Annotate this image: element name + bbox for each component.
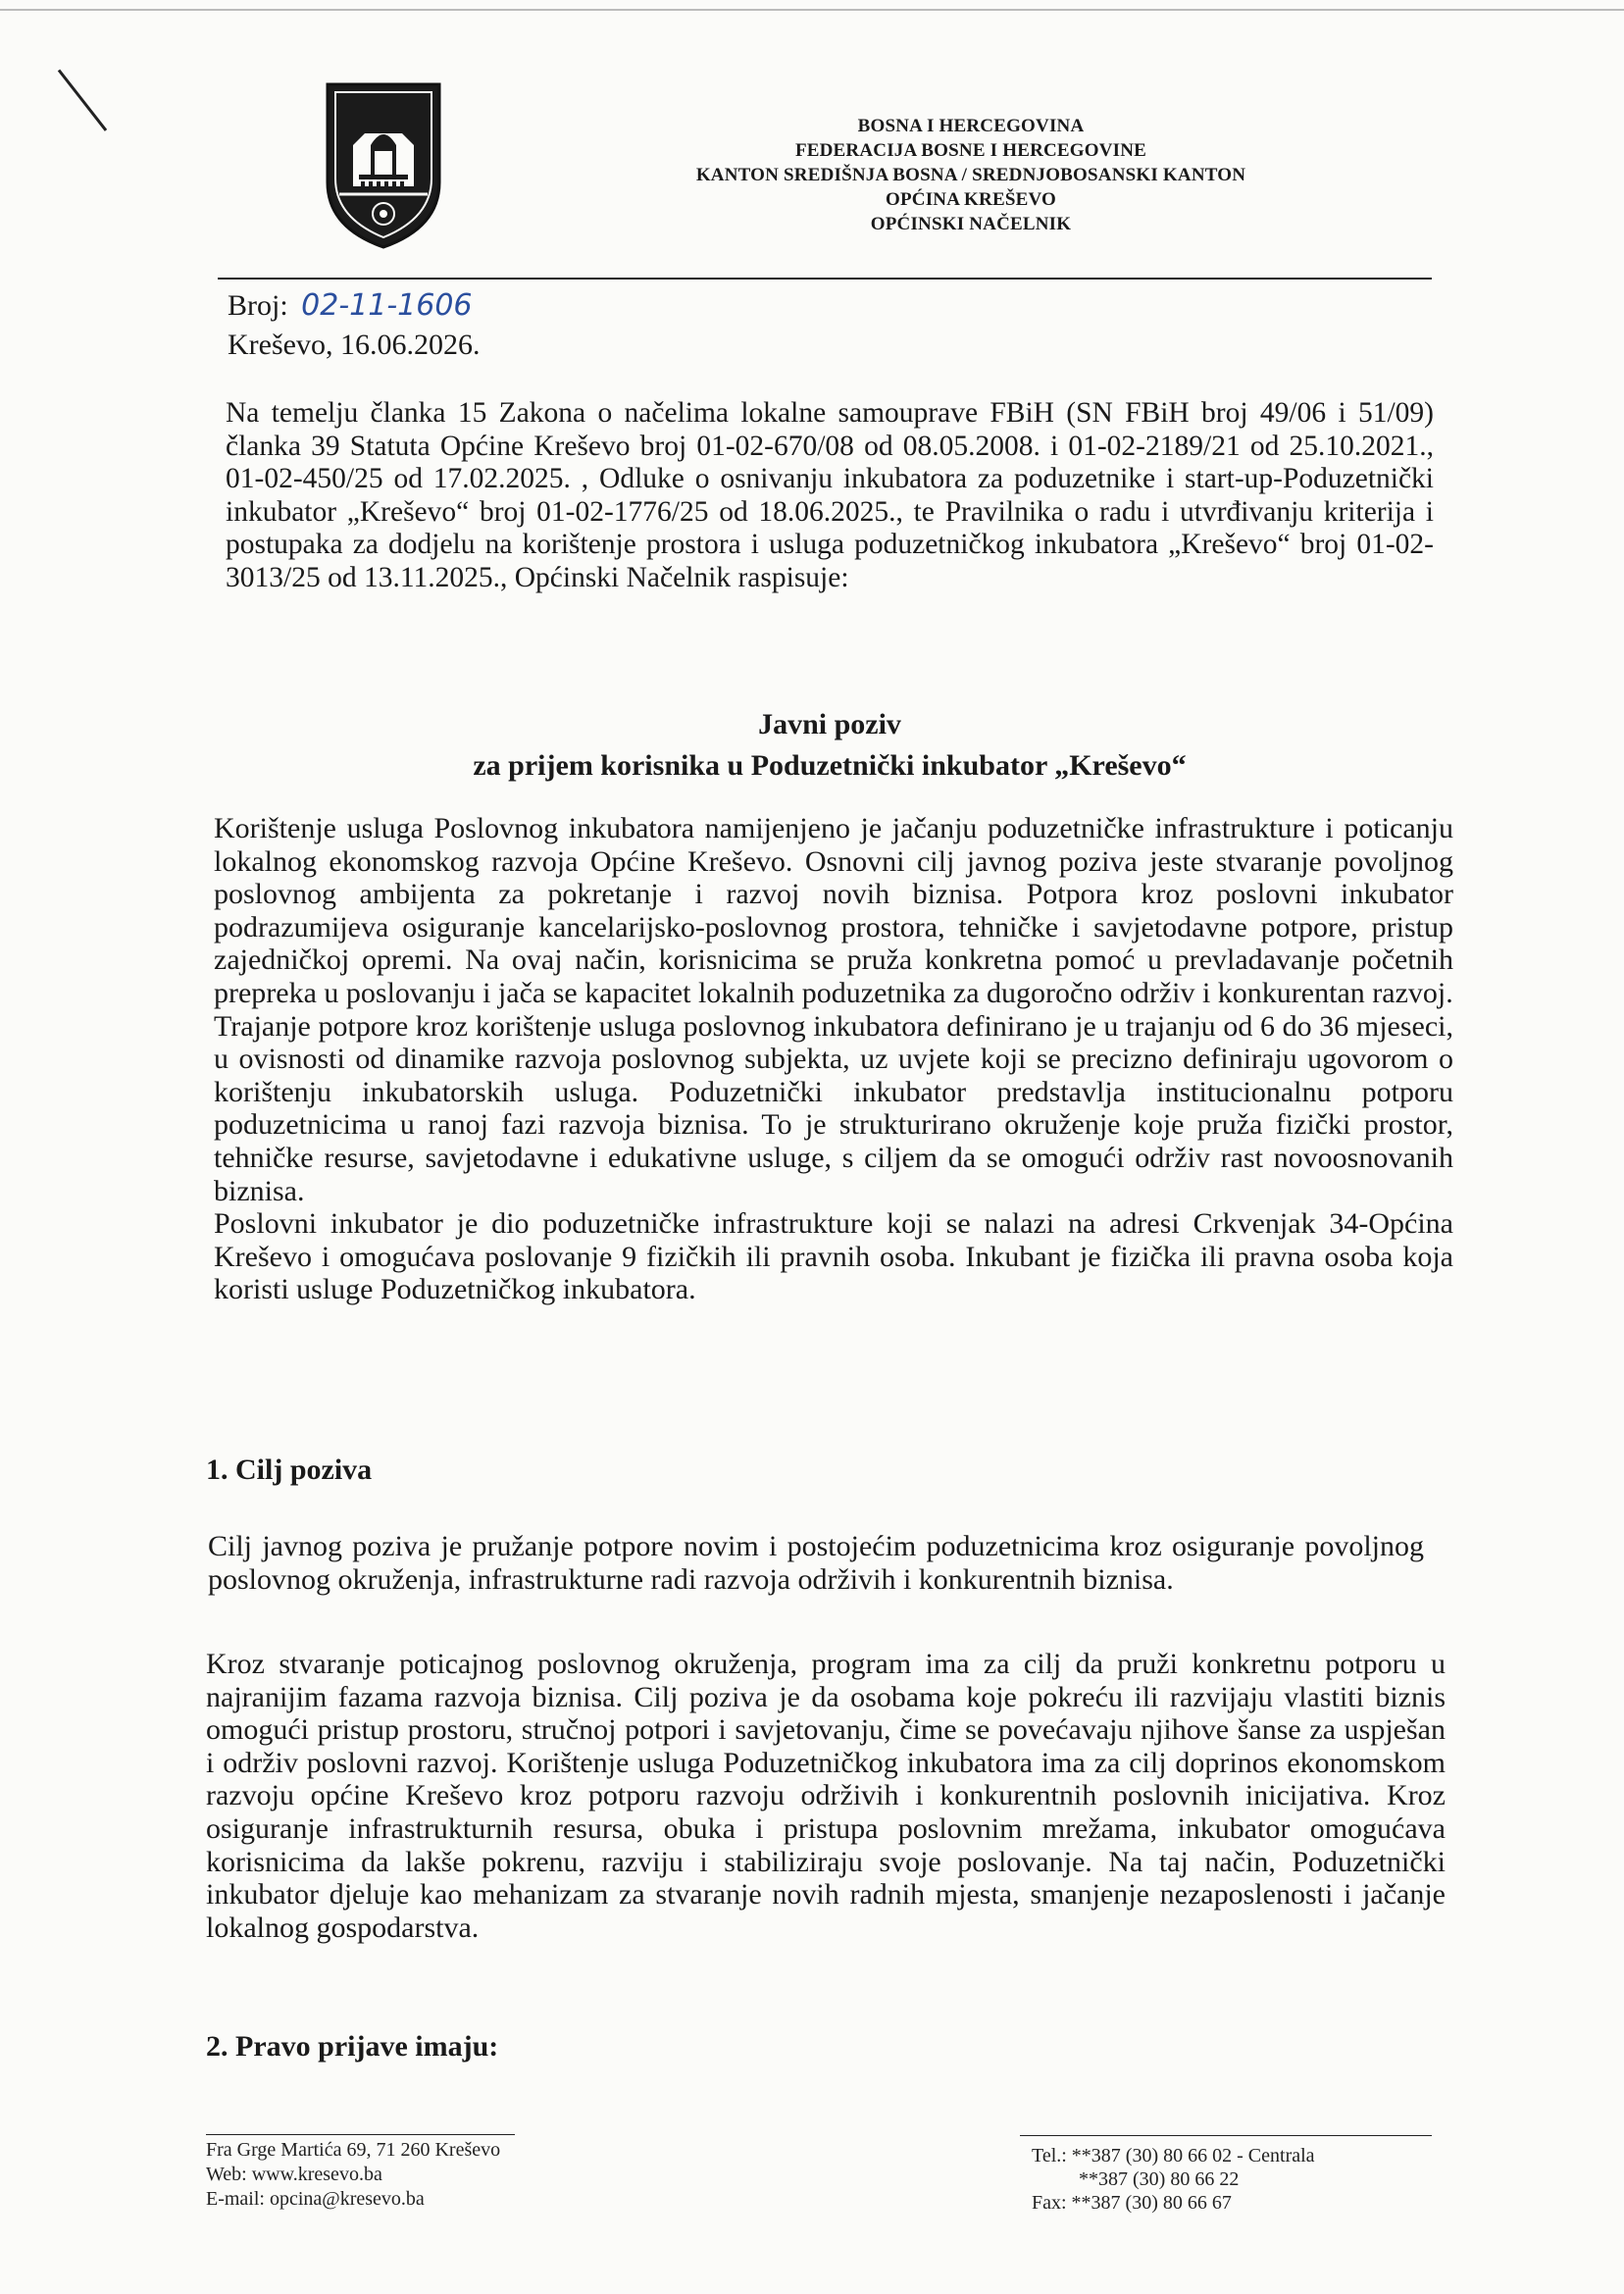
footer-tel-central: Tel.: **387 (30) 80 66 02 - Centrala [1032,2145,1315,2167]
footer-contact-phones [1032,2144,1315,2215]
document-title [226,704,1434,787]
footer-tel-2: **387 (30) 80 66 22 [1079,2168,1240,2190]
reference-number: 02-11-1606 [301,288,473,323]
header-municipality: OPĆINA KREŠEVO [886,189,1056,210]
municipality-crest-icon [324,80,443,251]
footer-divider-right [1020,2135,1432,2136]
institution-header [608,114,1334,236]
header-canton: KANTON SREDIŠNJA BOSNA / SREDNJOBOSANSKI KANTON [695,165,1246,185]
footer-contact-address [206,2138,500,2212]
legal-basis-paragraph: Na temelju članka 15 Zakona o načelima lokalne samouprave FBiH (SN FBiH broj 49/06 i 51/09) članka 39 Statuta Općine Kreševo broj 01-02-670/08 od 08.05.2008. i 01-02-2189/21 od 25.10.2021., 01-02-450/25 od 17.02.2025. , Odluke o osnivanju inkubatora za poduzetnike i start-up-Poduzetnički inkubator „Kreševo“ broj 01-02-1776/25 od 18.06.2025., te Pravilnika o radu i utvrđivanju kriterija i postupaka za dodjelu na korištenje prostora i usluga poduzetničkog inkubatora „Kreševo“ broj 01-02-3013/25 od 13.11.2025., Općinski Načelnik raspisuje: [226,397,1434,593]
section-1-heading: 1. Cilj poziva [206,1453,373,1486]
body-paragraph-2: Trajanje potpore kroz korištenje usluga poslovnog inkubatora definirano je u trajanju od 6 do 36 mjeseci, u ovisnosti od dinamike razvoja poslovnog subjekta, uz uvjete koji se precizno definiraju ugovorom o korištenju inkubatorskih usluga. Poduzetnički inkubator predstavlja institucionalnu potporu poduzetnicima u ranoj fazi razvoja biznisa. To je strukturirano okruženje koje pruža fizički prostor, tehničke resurse, savjetodavne i edukativne usluge, s ciljem da se omogući održiv rast novoosnovanih biznisa. [214,1009,1453,1207]
reference-label: Broj: [228,289,288,322]
header-office: OPĆINSKI NAČELNIK [870,214,1072,234]
section-1-paragraph-1: Cilj javnog poziva je pružanje potpore novim i postojećim poduzetnicima kroz osiguranje povoljnog poslovnog okruženja, infrastrukturne radi razvoja održivih i konkurentnih biznisa. [208,1530,1424,1596]
title-line-2: za prijem korisnika u Poduzetnički inkubator „Kreševo“ [473,749,1187,782]
title-line-1: Javni poziv [758,708,901,740]
header-divider [218,278,1432,280]
footer-fax: Fax: **387 (30) 80 66 67 [1032,2192,1232,2214]
pen-mark [58,70,107,131]
footer-address: Fra Grge Martića 69, 71 260 Kreševo [206,2139,501,2161]
header-federation: FEDERACIJA BOSNE I HERCEGOVINE [794,140,1147,161]
footer-divider-left [206,2134,515,2135]
reference-number-line [228,286,480,326]
header-country: BOSNA I HERCEGOVINA [857,116,1085,136]
body-paragraph-1: Korištenje usluga Poslovnog inkubatora namijenjeno je jačanju poduzetničke infrastrukture i poticanju lokalnog ekonomskog razvoja Općine Kreševo. Osnovni cilj javnog poziva jeste stvaranje povoljnog poslovnog ambijenta za pokretanje i razvoj novih biznisa. Potpora kroz poslovni inkubator podrazumijeva osiguranje kancelarijsko-poslovnog prostora, tehničke i savjetodavne potpore, pristup zajedničkoj opremi. Na ovaj način, korisnicima se pruža konkretna pomoć u prevladavanje početnih prepreka u poslovanju i jača se kapacitet lokalnih poduzetnika za dugoročno održiv i konkurentan razvoj. [214,812,1453,1009]
footer-web: Web: www.kresevo.ba [206,2164,382,2185]
scan-top-edge [0,9,1624,11]
place-date: Kreševo, 16.06.2026. [228,329,481,361]
body-paragraph-3: Poslovni inkubator je dio poduzetničke infrastrukture koji se nalazi na adresi Crkvenjak 34-Općina Kreševo i omogućava poslovanje 9 fizičkih ili pravnih osoba. Inkubant je fizička ili pravna osoba koja koristi usluge Poduzetničkog inkubatora. [214,1207,1453,1306]
section-2-heading: 2. Pravo prijave imaju: [206,2030,499,2063]
document-meta [228,286,480,365]
section-1-paragraph-2: Kroz stvaranje poticajnog poslovnog okruženja, program ima za cilj da pruži konkretnu potporu u najranijim fazama razvoja biznisa. Cilj poziva je da osobama koje pokreću ili razvijaju vlastiti biznis omogući pristup prostoru, stručnoj potpori i savjetovanju, čime se povećavaju njihove šanse za uspješan i održiv poslovni razvoj. Korištenje usluga Poduzetničkog inkubatora ima za cilj doprinos ekonomskom razvoju općine Kreševo kroz potporu razvoju održivih i konkurentnih poslovnih inicijativa. Kroz osiguranje infrastrukturnih resursa, obuka i pristupa poslovnim mrežama, inkubator omogućava korisnicima da lakše pokrenu, razviju i stabiliziraju svoje poslovanje. Na taj način, Poduzetnički inkubator djeluje kao mehanizam za stvaranje novih radnih mjesta, smanjenje nezaposlenosti i jačanje lokalnog gospodarstva. [206,1648,1446,1944]
intro-body [214,812,1453,1306]
footer-email: E-mail: opcina@kresevo.ba [206,2188,425,2210]
